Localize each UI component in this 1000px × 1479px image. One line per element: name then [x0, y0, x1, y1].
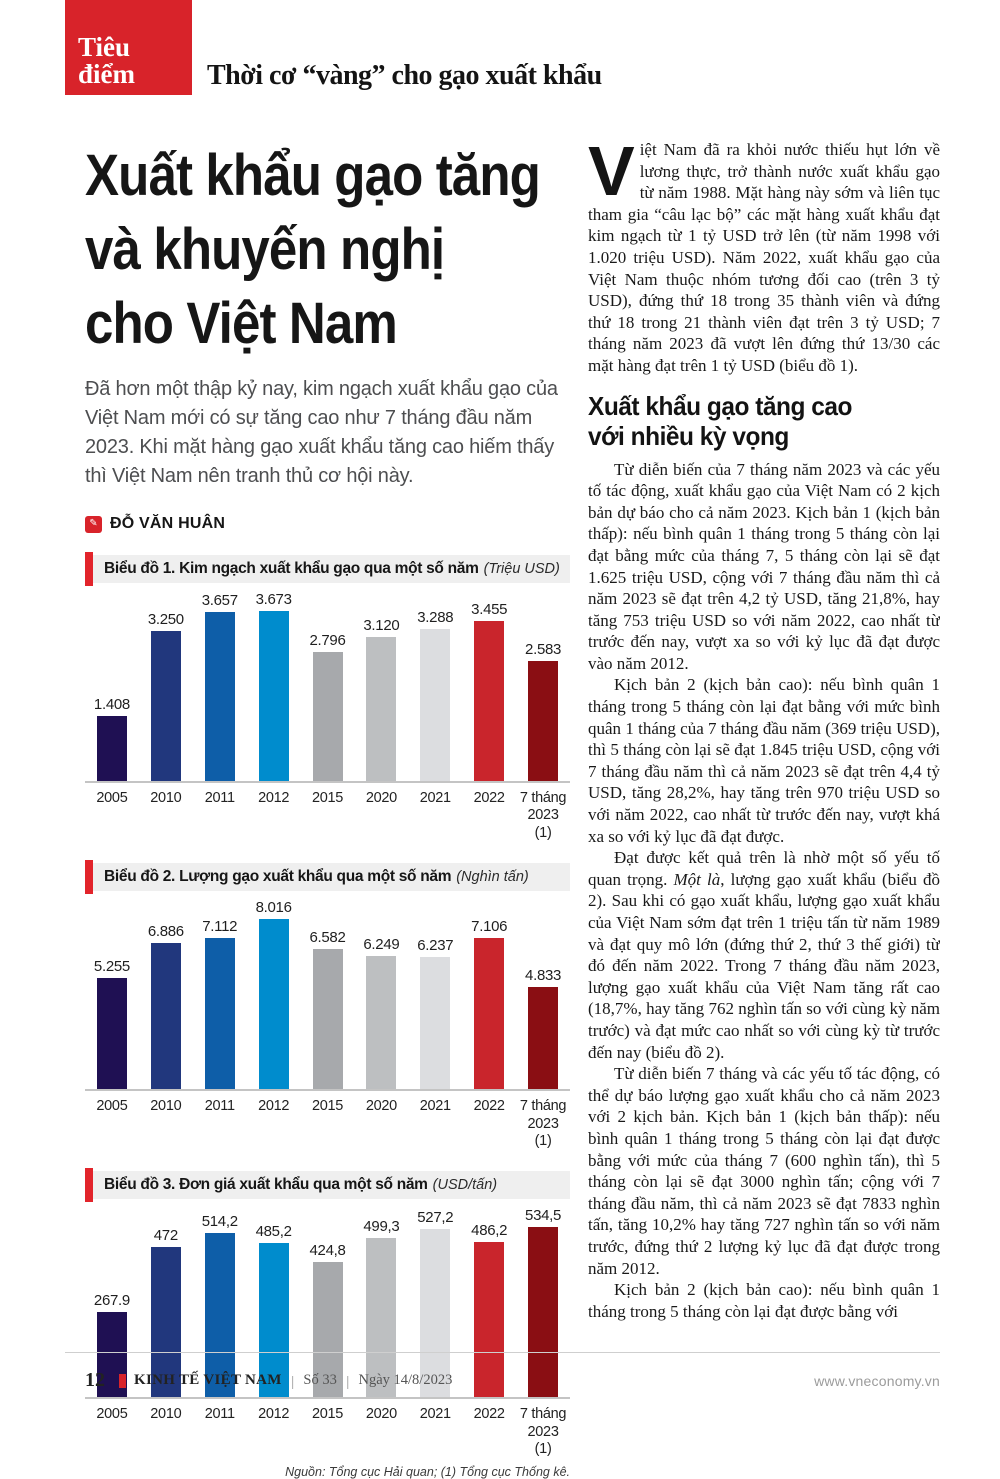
- chart-column: [301, 929, 355, 1089]
- bar-value-label: 2.583: [525, 641, 562, 658]
- bar: [313, 652, 343, 781]
- bar-value-label: 3.657: [201, 592, 238, 609]
- website-url: www.vneconomy.vn: [814, 1372, 940, 1389]
- bar: [205, 612, 235, 781]
- bar-value-label: 527,2: [417, 1209, 454, 1227]
- chart-unit: (Nghìn tấn): [456, 869, 529, 886]
- chart-source-note: Nguồn: Tổng cục Hải quan; (1) Tổng cục Thống kê.: [285, 1464, 570, 1479]
- bar-value-label: 267.9: [93, 1292, 130, 1310]
- x-axis-label: 2020: [365, 790, 397, 806]
- chart-unit: (USD/tấn): [432, 1177, 498, 1194]
- bar: [259, 919, 289, 1089]
- bar: [151, 631, 181, 781]
- x-axis-label: 2015: [311, 790, 344, 806]
- bar-value-label: 7.112: [202, 918, 238, 936]
- bar: [259, 611, 289, 781]
- bar: [474, 938, 504, 1089]
- x-axis-label: 2012: [258, 790, 290, 806]
- x-axis-label: 2011: [204, 1406, 235, 1423]
- footer-separator: |: [290, 1372, 295, 1389]
- chart-column: [247, 899, 301, 1089]
- body-paragraph: Kịch bản 2 (kịch bản cao): nếu bình quân 1 tháng trong 5 tháng còn lại đạt được bằng với: [588, 1280, 940, 1321]
- kicker-label: Tiêu điểm: [78, 32, 135, 89]
- chart-column: [516, 967, 570, 1089]
- bar-value-label: 514,2: [201, 1213, 238, 1231]
- chart-column: [85, 696, 139, 781]
- x-axis-label: 2020: [365, 1098, 397, 1115]
- bar-value-label: 6.237: [417, 937, 454, 955]
- x-axis-label: 2005: [96, 1098, 128, 1115]
- x-axis-label: 7 tháng 2023 (1): [519, 1098, 567, 1149]
- bar-value-label: 3.455: [471, 601, 508, 618]
- x-axis-label: 2015: [311, 1406, 344, 1423]
- byline: [85, 515, 570, 533]
- chart-column: [193, 918, 247, 1089]
- bar-value-label: 486,2: [471, 1222, 508, 1240]
- bar-value-label: 472: [153, 1227, 178, 1245]
- kicker-box: [65, 0, 192, 95]
- chart-column: [354, 936, 408, 1089]
- content-columns: [65, 139, 940, 1479]
- chart-unit: (Triệu USD): [483, 561, 560, 577]
- x-axis-labels: [85, 1091, 570, 1150]
- bar-value-label: 485,2: [255, 1223, 292, 1241]
- bar-value-label: 3.288: [417, 609, 454, 626]
- chart-section: [85, 863, 570, 1150]
- body-paragraph: Đạt được kết quả trên là nhờ một số yếu tố quan trọng. Một là, lượng gạo xuất khẩu (biểu đồ 2). Sau khi có gạo xuất khẩu, lượng gạo xuất khẩu của Việt Nam sớm đạt trên 1 triệu tấn từ năm 1989 và đạt quy mô lớn (đứng thứ 2, thứ 3 thế giới) từ đó đến năm 2022. Trong 7 tháng đầu năm 2023, lượng gạo xuất khẩu của Việt Nam tăng rất cao (18,7%, hay tăng 762 nghìn tấn so với cùng kỳ năm trước) và đạt mức cao nhất so với cùng kỳ từ trước đến nay (biểu đồ 2).: [588, 848, 940, 1062]
- chart-title: Biểu đồ 3. Đơn giá xuất khẩu qua một số năm: [104, 1176, 428, 1194]
- right-column: [588, 139, 940, 1344]
- x-axis-label: 2012: [258, 1406, 290, 1423]
- author-name: ĐỖ VĂN HUÂN: [110, 515, 226, 532]
- chart-column: [462, 918, 516, 1089]
- bar-value-label: 2.796: [309, 632, 346, 649]
- chart-column: [516, 641, 570, 781]
- bar-value-label: 4.833: [525, 967, 562, 985]
- author-pen-icon: ✎: [85, 516, 102, 533]
- x-axis-label: 2011: [204, 790, 235, 806]
- chart-column: [247, 591, 301, 781]
- x-axis-label: 2020: [365, 1406, 397, 1423]
- intro-paragraph: [588, 139, 940, 377]
- body-paragraphs: [588, 459, 940, 1323]
- bar-value-label: 3.250: [147, 611, 184, 628]
- bar: [474, 621, 504, 781]
- chart-column: [408, 937, 462, 1089]
- bar: [97, 978, 127, 1089]
- body-paragraph: Từ diễn biến của 7 tháng năm 2023 và các yếu tố tác động, xuất khẩu gạo của Việt Nam có 2 kịch bản dự báo cho cả năm 2023. Kịch bản 1 (kịch bản thấp): nếu bình quân 1 tháng trong 5 tháng còn lại đạt bằng mức của tháng 7, 5 tháng còn lại sẽ đạt 1.625 triệu USD, cộng với 7 tháng đầu năm thì cả năm 2023 sẽ đạt trên 4,2 tỷ USD, tăng 21,8%, hay tăng 753 triệu USD so với năm 2022, cao nhất từ trước đến nay, vượt xa so với kỷ lục đã đạt được vào năm 2012.: [588, 459, 940, 673]
- x-axis-label: 2015: [311, 1098, 344, 1115]
- chart-column: [85, 958, 139, 1089]
- bar: [528, 661, 558, 781]
- chart-column: [193, 592, 247, 781]
- chart-title: Biểu đồ 1. Kim ngạch xuất khẩu gạo qua một số năm: [104, 560, 479, 577]
- x-axis-label: 7 tháng 2023 (1): [519, 790, 567, 841]
- bar-value-label: 1.408: [93, 696, 130, 713]
- article-title-line: cho Việt Nam: [85, 291, 397, 356]
- subheading-line: với nhiều kỳ vọng: [588, 420, 789, 451]
- bar: [205, 938, 235, 1089]
- chart-column: [301, 632, 355, 781]
- article-lead: Đã hơn một thập kỷ nay, kim ngạch xuất khẩu gạo của Việt Nam mới có sự tăng cao như 7 tháng đầu năm 2023. Khi mặt hàng gạo xuất khẩu tăng cao hiếm thấy thì Việt Nam nên tranh thủ cơ hội này.: [85, 378, 558, 487]
- x-axis-label: 2022: [473, 790, 505, 806]
- footer-separator: |: [345, 1372, 350, 1389]
- bar-value-label: 5.255: [93, 958, 130, 976]
- bar-value-label: 534,5: [525, 1207, 562, 1225]
- x-axis-label: 2021: [419, 790, 451, 806]
- article-title: [85, 139, 540, 361]
- x-axis-labels: [85, 783, 570, 842]
- chart-plot: [85, 585, 570, 781]
- bar-value-label: 6.582: [309, 929, 346, 947]
- chart-accent-bar-icon: [85, 552, 93, 586]
- bar: [313, 949, 343, 1089]
- x-axis-label: 2010: [150, 1098, 182, 1115]
- bar-value-label: 8.016: [255, 899, 292, 917]
- x-axis-label: 2022: [473, 1098, 505, 1115]
- article-title-line: Xuất khẩu gạo tăng: [85, 143, 540, 208]
- bar: [366, 637, 396, 781]
- bar-value-label: 6.886: [147, 923, 184, 941]
- chart-plot: [85, 893, 570, 1089]
- chart-header: [85, 1171, 570, 1199]
- bar-value-label: 424,8: [309, 1242, 346, 1260]
- bar-value-label: 7.106: [471, 918, 508, 936]
- bar: [366, 956, 396, 1089]
- subheading-line: Xuất khẩu gạo tăng cao: [588, 390, 852, 421]
- masthead: [65, 0, 940, 95]
- bar-value-label: 499,3: [363, 1218, 400, 1236]
- intro-text: iệt Nam đã ra khỏi nước thiếu hụt lớn về lương thực, trở thành nước xuất khẩu gạo từ năm 1988. Mặt hàng này sớm và liên tục tham gia “câu lạc bộ” các mặt hàng xuất khẩu đạt kim ngạch từ 1 tỷ USD trở lên (từ năm 1998 với 1.020 triệu USD). Năm 2022, xuất khẩu gạo của Việt Nam thuộc nhóm tương đối cao (trên 3 tỷ USD), đứng thứ 18 trong 35 thành viên và đứng thứ 18 trong 21 thành viên đạt trên 3 tỷ USD; 7 tháng năm 2023 đã vượt lên đứng thứ 13/30 các mặt hàng đạt trên 1 tỷ USD (biểu đồ 1).: [588, 140, 940, 375]
- x-axis-labels: [85, 1399, 570, 1458]
- footer-left: [85, 1369, 452, 1392]
- page-number: 12: [85, 1369, 105, 1391]
- page-footer: [65, 1352, 940, 1392]
- x-axis-label: 2021: [419, 1406, 451, 1423]
- x-axis-label: 7 tháng 2023 (1): [519, 1406, 567, 1458]
- chart-header: [85, 863, 570, 891]
- x-axis-label: 2021: [419, 1098, 451, 1115]
- chart-column: [139, 611, 193, 781]
- x-axis-label: 2005: [96, 790, 128, 806]
- drop-cap: V: [588, 139, 632, 210]
- chart-header: [85, 555, 570, 583]
- footer-red-mark-icon: [119, 1374, 126, 1388]
- x-axis-label: 2005: [96, 1406, 128, 1423]
- x-axis-label: 2010: [150, 790, 182, 806]
- bar-value-label: 6.249: [363, 936, 400, 954]
- chart-accent-bar-icon: [85, 1168, 93, 1202]
- chart-section: [85, 555, 570, 842]
- body-paragraph: Từ diễn biến 7 tháng và các yếu tố tác động, có thể dự báo lượng gạo xuất khẩu cho cả năm 2023 với 2 kịch bản. Kịch bản 1 (kịch bản thấp): nếu bình quân 1 tháng trong 5 tháng còn lại đạt được bằng với mức của tháng 7 (600 nghìn tấn), thì 5 tháng còn lại sẽ đạt 3000 nghìn tấn; cộng với 7 tháng đầu năm, thì cả năm 2023 sẽ đạt 7833 nghìn tấn, tăng 10,2% hay tăng 727 nghìn tấn so với năm trước, đứng thứ 2 lượng kỷ lục đã đạt được trong năm 2012.: [588, 1064, 940, 1278]
- x-axis-label: 2010: [150, 1406, 182, 1423]
- bar: [420, 629, 450, 781]
- chart-title: Biểu đồ 2. Lượng gạo xuất khẩu qua một số năm: [104, 868, 452, 886]
- chart-section: [85, 1171, 570, 1478]
- bar: [420, 957, 450, 1089]
- bar: [528, 987, 558, 1089]
- issue-date: Ngày 14/8/2023: [358, 1372, 453, 1388]
- left-column: [65, 139, 570, 1479]
- bar: [97, 716, 127, 781]
- x-axis-label: 2012: [258, 1098, 290, 1115]
- x-axis-label: 2022: [473, 1406, 505, 1423]
- charts-area: [85, 555, 570, 1479]
- chart-column: [462, 601, 516, 781]
- article-title-line: và khuyến nghị: [85, 217, 445, 282]
- body-paragraph: Kịch bản 2 (kịch bản cao): nếu bình quân 1 tháng trong 5 tháng còn lại đạt bằng với mức bình quân 1 tháng của 7 tháng đầu năm (369 triệu USD), thì 5 tháng còn lại sẽ đạt 1.845 triệu USD, cộng với 7 tháng đầu năm thì cả năm 2023 sẽ đạt trên 4,4 tỷ USD, tăng 28,2%, hay tăng trên 970 triệu USD so với năm 2022, cao nhất từ trước đến nay, vượt khá xa so với kỷ lục đã đạt được.: [588, 675, 940, 846]
- chart-column: [354, 617, 408, 781]
- bar-value-label: 3.673: [255, 591, 292, 608]
- publication-name: KINH TẾ VIỆT NAM: [134, 1372, 282, 1388]
- x-axis-label: 2011: [204, 1098, 235, 1115]
- section-headline: Thời cơ “vàng” cho gạo xuất khẩu: [207, 60, 602, 91]
- chart-accent-bar-icon: [85, 860, 93, 894]
- chart-column: [408, 609, 462, 781]
- bar: [151, 943, 181, 1089]
- subheading: [588, 391, 919, 451]
- chart-column: [139, 923, 193, 1089]
- bar-value-label: 3.120: [363, 617, 400, 634]
- issue-number: Số 33: [303, 1372, 337, 1388]
